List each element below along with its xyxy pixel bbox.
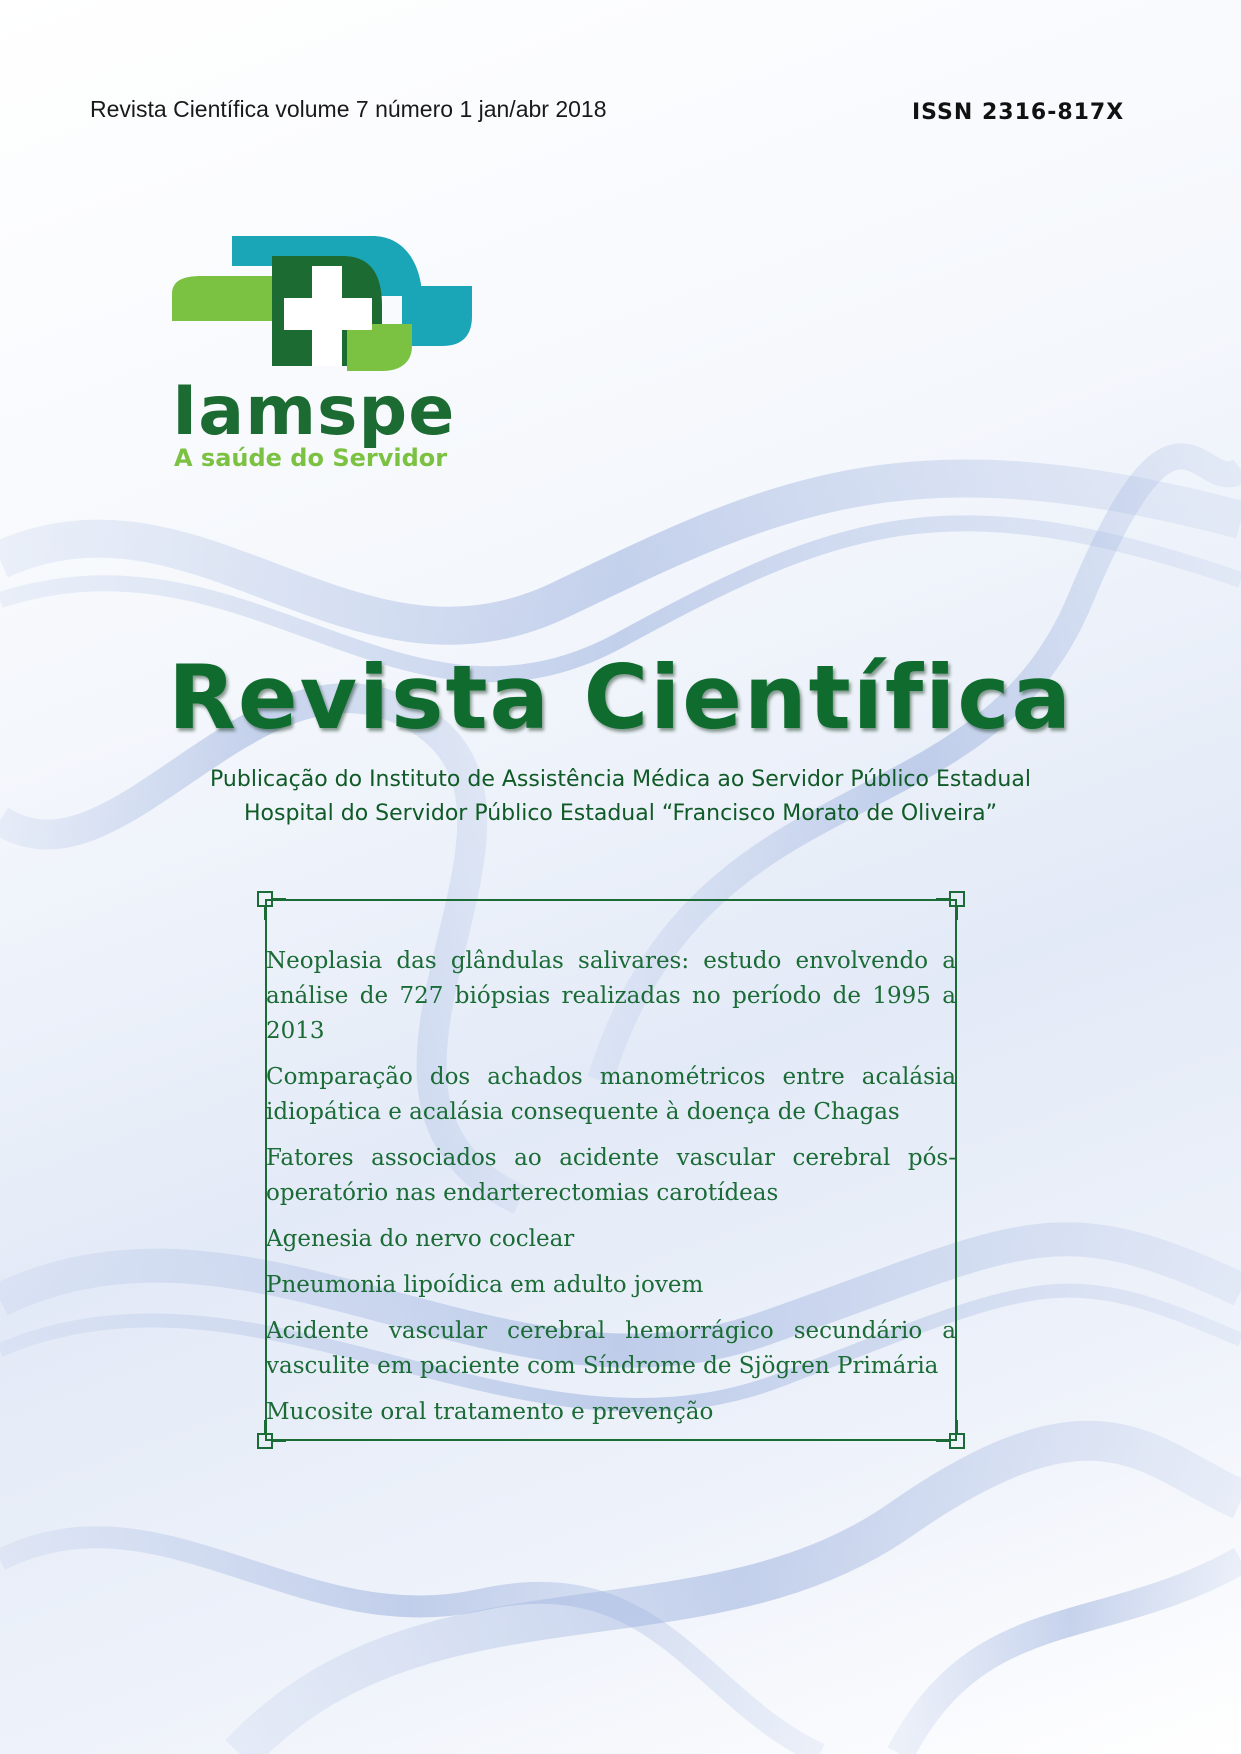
issn-number: ISSN 2316-817X [912,100,1125,125]
hospital-line: Hospital do Servidor Público Estadual “Francisco Morato de Oliveira” [244,801,997,826]
contents-item: Acidente vascular cerebral hemorrágico secundário a vasculite em paciente com Síndrome de Sjögren Primária [266,1318,956,1379]
contents-item: Pneumonia lipoídica em adulto jovem [266,1272,704,1298]
publisher-line: Publicação do Instituto de Assistência Médica ao Servidor Público Estadual [210,767,1031,792]
contents-item: Mucosite oral tratamento e prevenção [266,1399,714,1425]
contents-item: Agenesia do nervo coclear [266,1226,575,1252]
contents-item: Neoplasia das glândulas salivares: estudo envolvendo a análise de 727 biópsias realizadas no período de 1995 a 2013 [266,948,956,1044]
issue-info: Revista Científica volume 7 número 1 jan/abr 2018 [90,96,607,122]
contents-list [266,944,956,1441]
contents-item: Fatores associados ao acidente vascular cerebral pós-operatório nas endarterectomias carotídeas [266,1145,956,1206]
contents-item: Comparação dos achados manométricos entre acalásia idiopática e acalásia consequente à doença de Chagas [266,1064,956,1125]
logo-tagline: A saúde do Servidor [174,444,448,472]
logo-wordmark: Iamspe [172,372,456,451]
journal-title: Revista Científica [168,646,1073,749]
